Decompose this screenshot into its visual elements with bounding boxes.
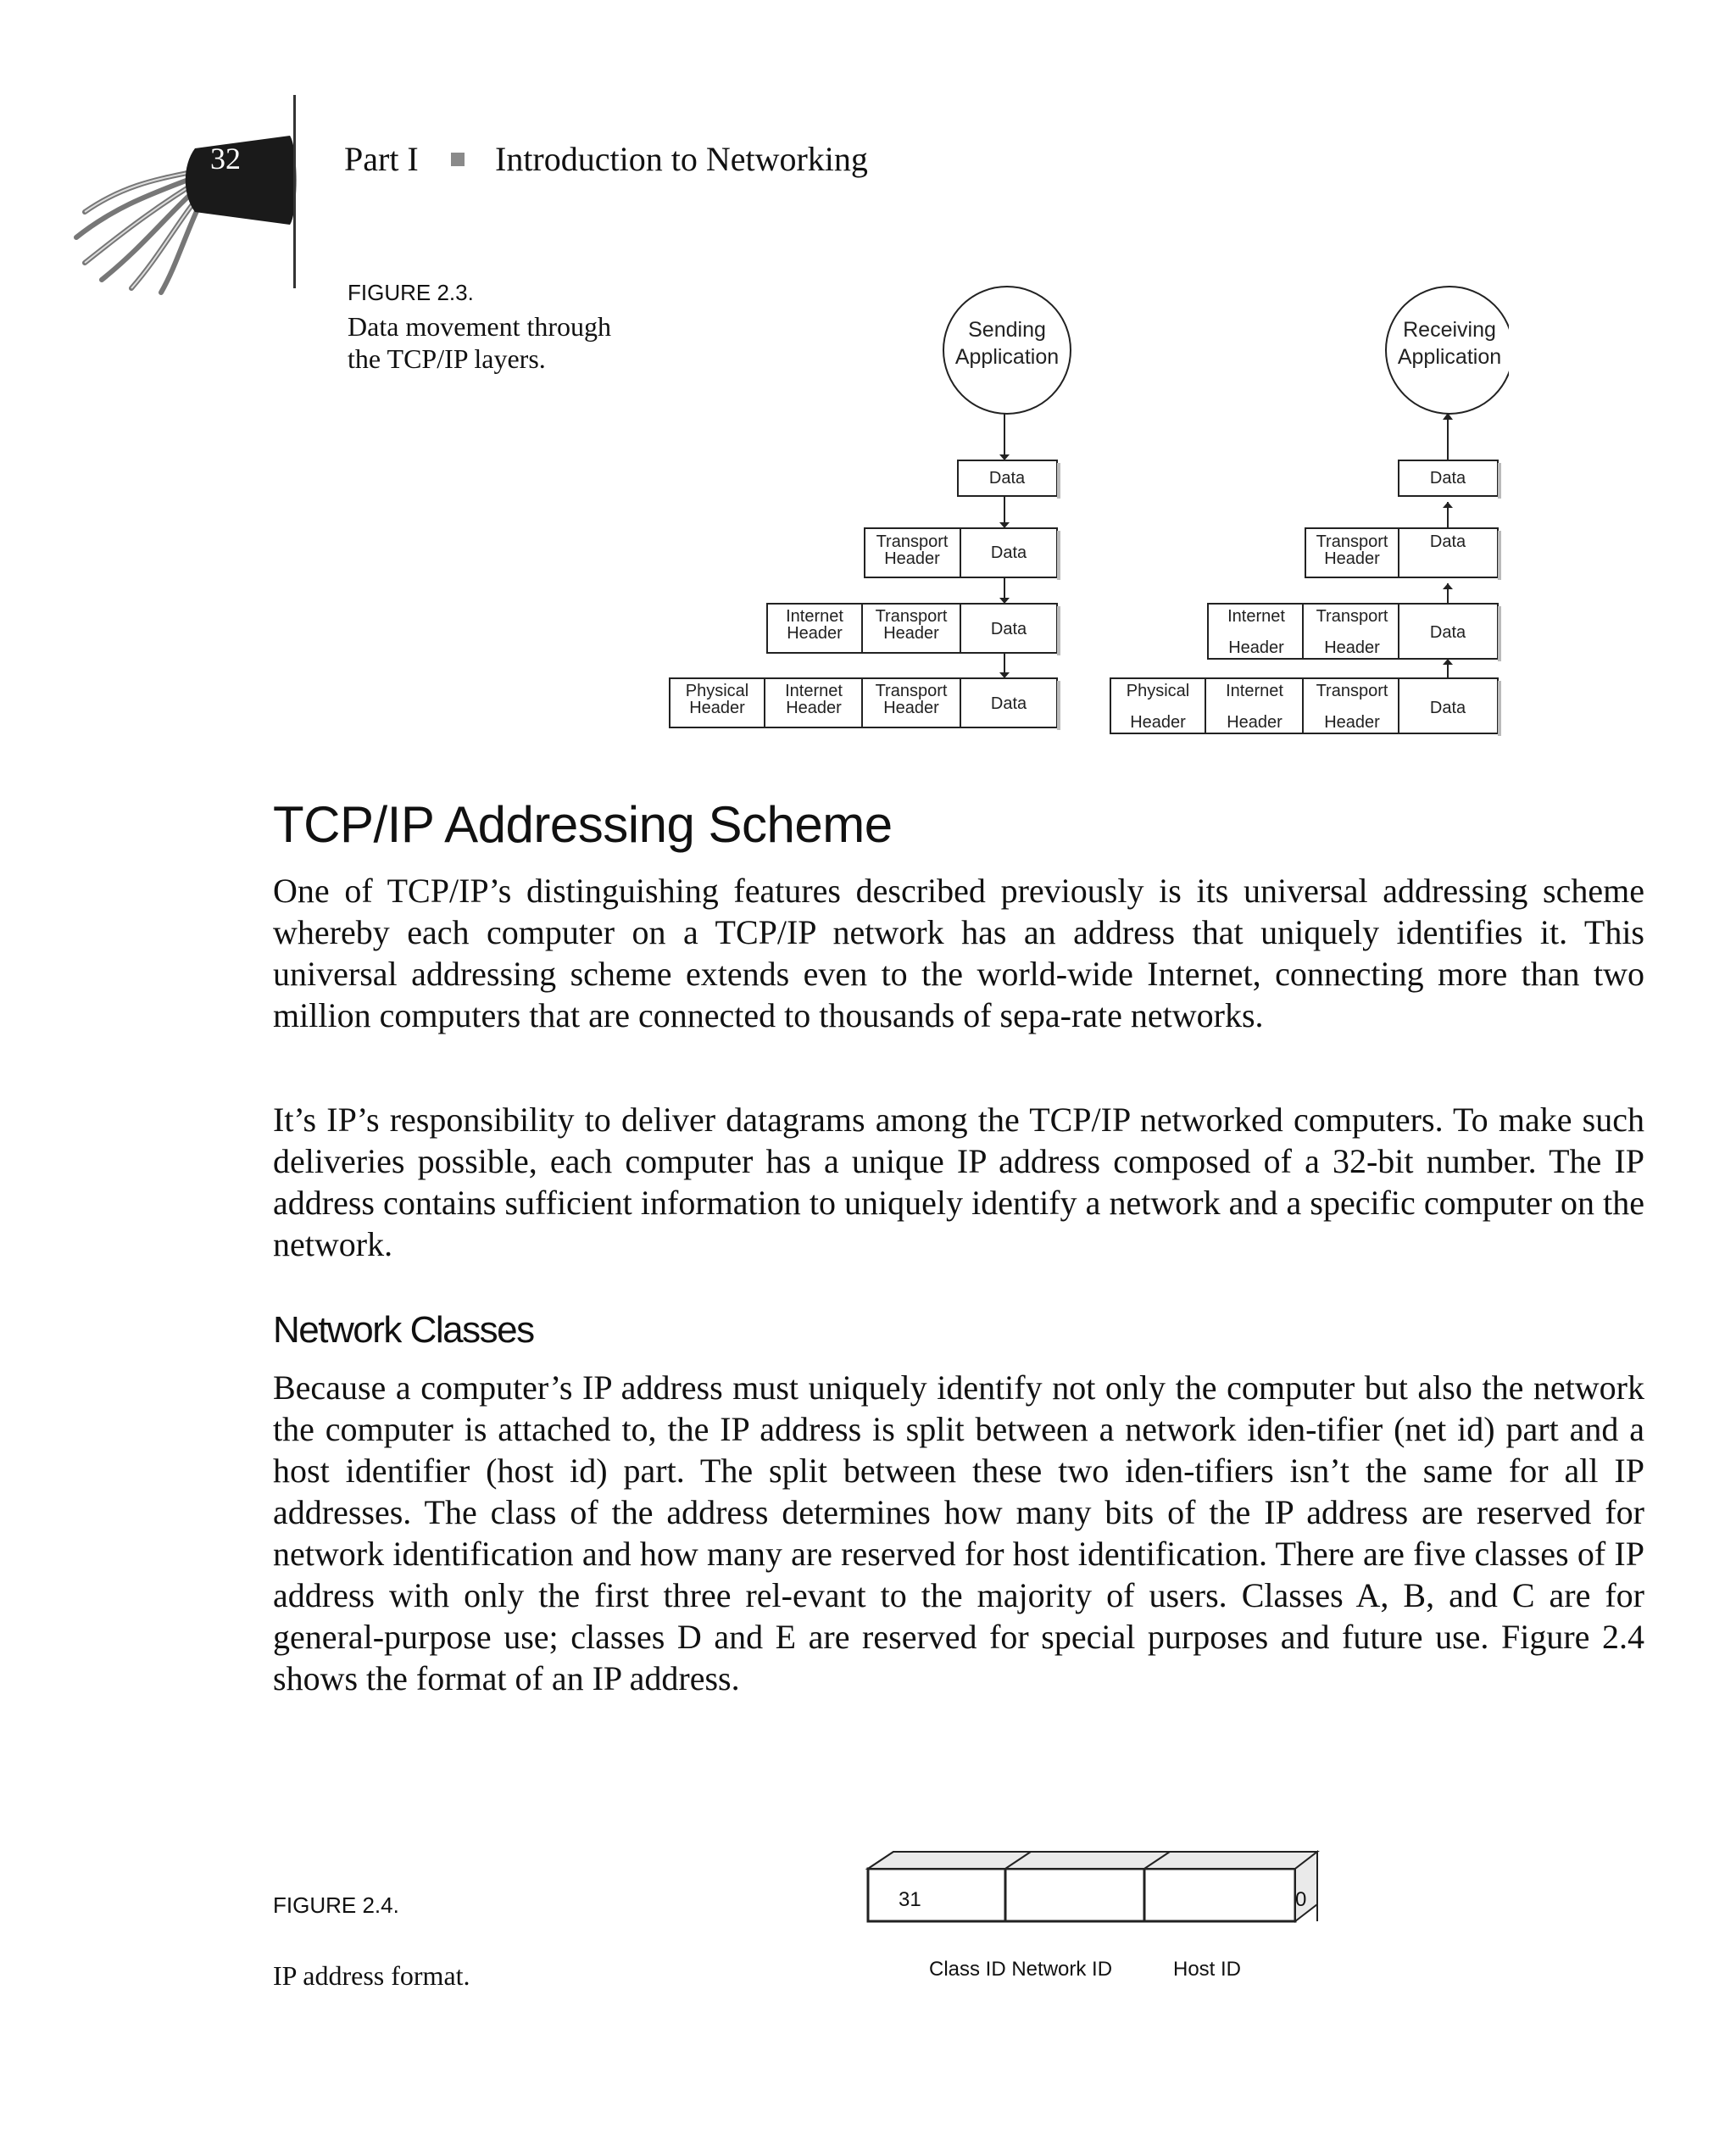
send-transport-header-bottom-2: Header [883, 624, 939, 643]
header-vertical-rule [293, 95, 296, 288]
ip-bit-high-label: 31 [899, 1888, 921, 1911]
send-data-1: Data [988, 469, 1026, 488]
figure-2-3-label: FIGURE 2.3. [348, 280, 474, 305]
page-number: 32 [210, 142, 241, 176]
send-internet-header-top: Internet [786, 607, 843, 626]
send-internet-header-bottom-2: Header [786, 699, 842, 717]
recv-data-3: Data [1429, 623, 1466, 642]
body-paragraph-2: It’s IP’s responsibility to deliver datagrams among the TCP/IP networked computers. To make such deliveries possible, each computer has a unique IP address composed of a 32-bit number. The IP address contains sufficient information to uniquely identify a network and a specific computer on the network. [273, 1101, 1644, 1263]
body-paragraph-1: One of TCP/IP’s distinguishing features described previously is its universal addressing scheme whereby each computer on a TCP/IP network has an address that uniquely identifies it. This universal addressing scheme extends even to the world-wide Internet, connecting more than two million computers that are connected to thousands of sepa-rate networks. [273, 872, 1644, 1034]
send-physical-header-top: Physical [685, 682, 749, 700]
part-label: Part I [344, 140, 419, 178]
ip-field-host [1144, 1869, 1295, 1921]
figure-2-4-label: FIGURE 2.4. [273, 1892, 399, 1918]
recv-transport-header-bottom: Header [1324, 549, 1380, 568]
recv-transport-header-bottom-3: Header [1324, 713, 1380, 732]
ip-host-label: Host ID [1173, 1958, 1242, 1981]
sending-app-label-2: Application [954, 345, 1060, 369]
recv-internet-header-bottom: Header [1228, 638, 1284, 657]
send-data-3: Data [990, 620, 1027, 638]
section-title: TCP/IP Addressing Scheme [273, 796, 893, 853]
send-data-2: Data [990, 543, 1027, 562]
recv-transport-header-top-3: Transport [1316, 682, 1388, 700]
recv-internet-header-bottom-2: Header [1227, 713, 1283, 732]
chapter-tab-ornament [68, 85, 314, 297]
send-internet-header-bottom: Header [787, 624, 843, 643]
send-transport-header-bottom: Header [884, 549, 940, 568]
ip-field-network [1005, 1869, 1144, 1921]
send-transport-header-top-3: Transport [875, 682, 948, 700]
send-transport-header-bottom-3: Header [883, 699, 939, 717]
send-data-4: Data [990, 694, 1027, 713]
receiving-app-label-2: Application [1397, 345, 1502, 369]
ip-bit-low-label: 0 [1295, 1888, 1307, 1911]
send-transport-header-top-2: Transport [875, 607, 948, 626]
recv-transport-header-top-2: Transport [1316, 607, 1388, 626]
recv-internet-header-top: Internet [1227, 607, 1285, 626]
recv-data-4: Data [1429, 699, 1466, 717]
sending-app-label-1: Sending [968, 318, 1046, 342]
subsection-title: Network Classes [273, 1309, 534, 1351]
figure-2-3-diagram [661, 271, 1509, 746]
chapter-title: Introduction to Networking [495, 140, 868, 178]
ip-field-labels: Class ID Network ID [929, 1958, 1113, 1981]
recv-physical-header-bottom: Header [1130, 713, 1186, 732]
recv-transport-header-bottom-2: Header [1324, 638, 1380, 657]
send-internet-header-top-2: Internet [785, 682, 843, 700]
header-bullet [451, 153, 465, 166]
body-paragraph-3: Because a computer’s IP address must uniquely identify not only the computer but also the network the computer is attached to, the IP address is split between a network iden-tifier (net id) part and a host identifier (host id) part. The split between these two iden-tifiers isn’t the same for all IP addresses. The class of the address determines how many bits of the IP address are reserved for network identification and how many are reserved for host identification. There are five classes of IP address with only the first three rel-evant to the majority of users. Classes A, B, and C are for general-purpose use; classes D and E are reserved for special purposes and future use. Figure 2.4 shows the format of an IP address. [273, 1368, 1644, 1697]
figure-2-4-diagram [865, 1848, 1339, 1984]
send-transport-header-top: Transport [876, 532, 949, 551]
send-physical-header-bottom: Header [689, 699, 745, 717]
ip-field-class-network [868, 1869, 1005, 1921]
recv-physical-header-top: Physical [1126, 682, 1190, 700]
receiving-app-label-1: Receiving [1403, 318, 1496, 342]
figure-2-4-caption: IP address format. [273, 1960, 470, 1991]
recv-internet-header-top-2: Internet [1226, 682, 1283, 700]
recv-data-2: Data [1429, 532, 1466, 551]
recv-data-1: Data [1429, 469, 1466, 488]
recv-transport-header-top: Transport [1316, 532, 1388, 551]
figure-2-3-caption: Data movement through the TCP/IP layers. [348, 311, 612, 374]
